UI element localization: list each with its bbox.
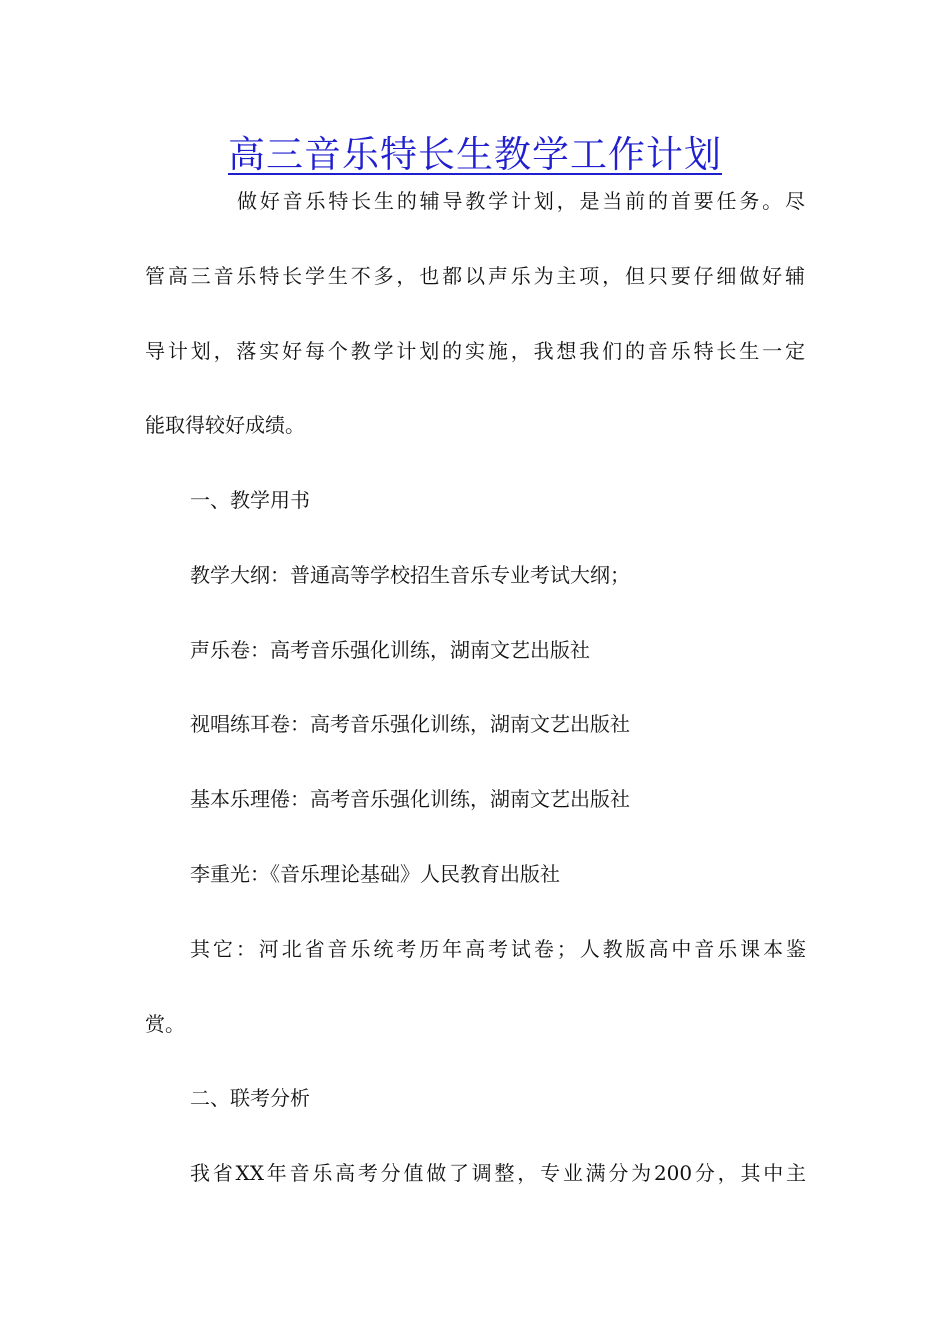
section-heading: 一、教学用书: [190, 488, 310, 512]
list-item: 教学大纲：普通高等学校招生音乐专业考试大纲；: [190, 563, 630, 587]
paragraph-line: 我省XX年音乐高考分值做了调整，专业满分为200分，其中主: [190, 1161, 806, 1185]
list-item: 视唱练耳卷：高考音乐强化训练，湖南文艺出版社: [190, 712, 630, 736]
paragraph-line: 管高三音乐特长学生不多，也都以声乐为主项，但只要仔细做好辅: [145, 264, 805, 288]
list-item: 基本乐理倦：高考音乐强化训练，湖南文艺出版社: [190, 787, 630, 811]
paragraph-line: 赏。: [145, 1012, 185, 1036]
list-item: 其它：河北省音乐统考历年高考试卷；人教版高中音乐课本鉴: [190, 937, 806, 961]
list-item: 声乐卷：高考音乐强化训练，湖南文艺出版社: [190, 638, 590, 662]
list-item: 李重光：《音乐理论基础》人民教育出版社: [190, 862, 560, 886]
paragraph-line: 做好音乐特长生的辅导教学计划，是当前的首要任务。尽: [237, 189, 805, 213]
paragraph-line: 能取得较好成绩。: [145, 413, 305, 437]
paragraph-line: 导计划，落实好每个教学计划的实施，我想我们的音乐特长生一定: [145, 339, 805, 363]
document-title[interactable]: 高三音乐特长生教学工作计划: [228, 133, 722, 176]
section-heading: 二、联考分析: [190, 1086, 310, 1110]
